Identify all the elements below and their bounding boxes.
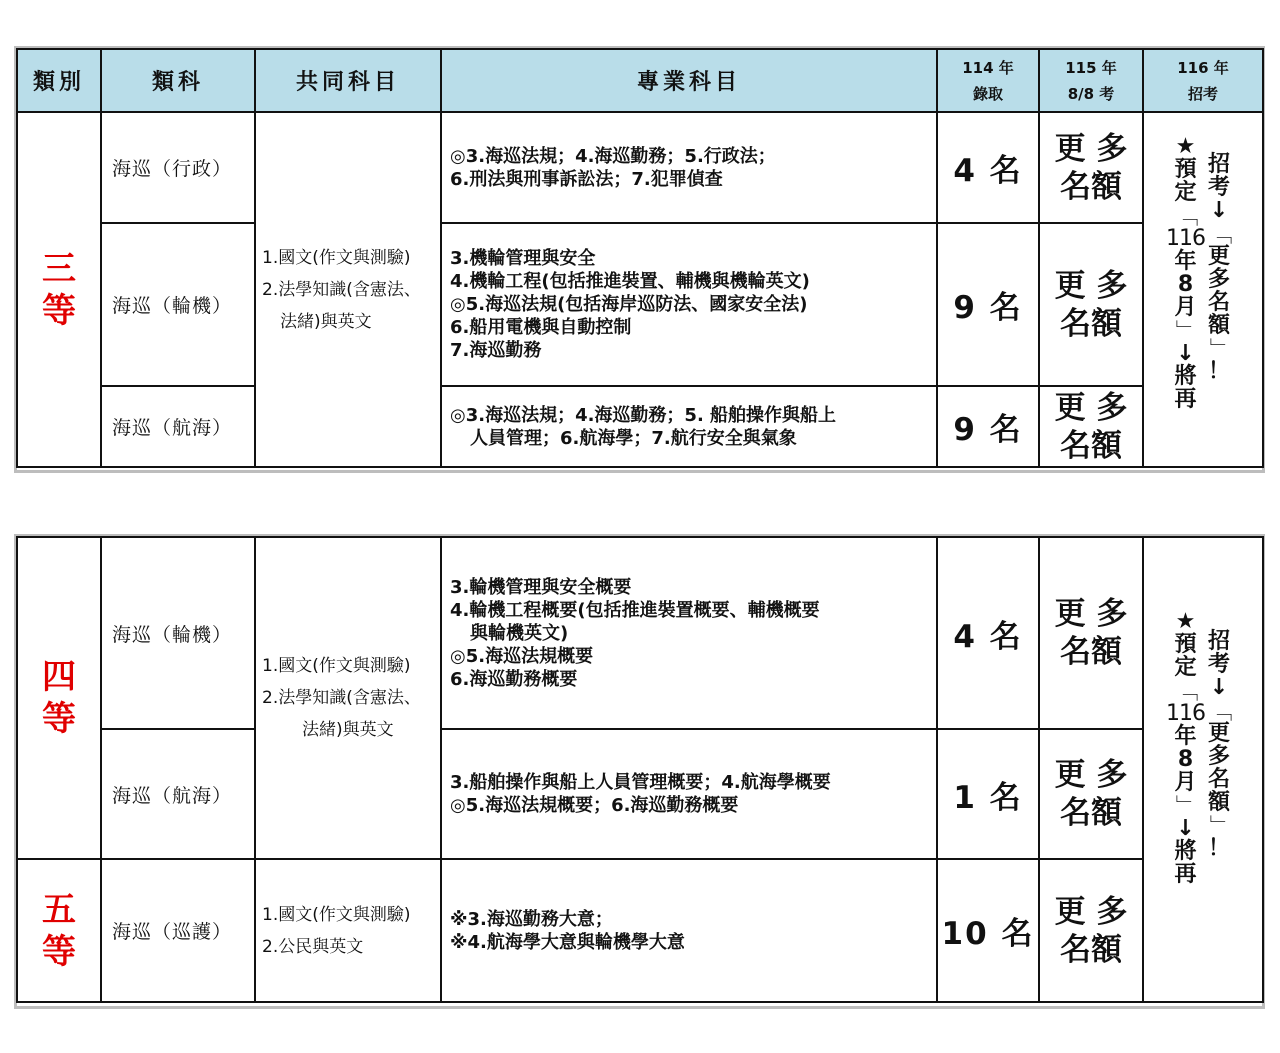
- recruit-char: 多: [1208, 267, 1231, 292]
- subject-line: 6.刑法與刑事訴訟法；7.犯罪偵查: [450, 168, 723, 190]
- recruit-char: 招: [1208, 629, 1231, 654]
- recruit-char: 將: [1174, 839, 1197, 864]
- level-char: 等: [42, 290, 76, 331]
- professional-subjects: [441, 859, 937, 1002]
- count-114: 10 名: [937, 859, 1039, 1002]
- header-116-line1: 116 年: [1177, 58, 1229, 77]
- recruit-char: 更: [1208, 721, 1231, 746]
- subject-line: 4.機輪工程(包括推進裝置、輔機與機輪英文): [450, 271, 810, 292]
- subject-line: ◎5.海巡法規(包括海岸巡防法、國家安全法): [450, 294, 808, 315]
- recruit-char: 多: [1208, 744, 1231, 769]
- table-row: [17, 537, 1263, 729]
- recruit-char: 再: [1174, 862, 1197, 887]
- level-char: 三: [42, 248, 76, 289]
- more-line: 名額: [1060, 305, 1122, 342]
- recruit-char: 再: [1174, 387, 1197, 412]
- recruit-char: 額: [1208, 790, 1231, 815]
- exam-table-grade3: [16, 48, 1264, 468]
- recruit-char: 116: [1166, 226, 1205, 251]
- recruit-note-col2: [1208, 630, 1230, 860]
- recruit-char: 月: [1174, 295, 1197, 320]
- subject-line: ◎3.海巡法規；4.海巡勤務；5.行政法；: [450, 145, 776, 167]
- more-line: 更 多: [1054, 130, 1128, 167]
- recruit-char: 「: [1206, 222, 1232, 245]
- common-subjects: [255, 859, 441, 1002]
- level-char: 五: [42, 889, 76, 930]
- recruit-char: 」: [1206, 337, 1232, 360]
- recruit-char: 招: [1208, 152, 1231, 177]
- header-114-line2: 錄取: [972, 84, 1003, 103]
- more-quota: [1039, 729, 1143, 859]
- more-line: 更 多: [1054, 893, 1128, 930]
- more-quota: [1039, 537, 1143, 729]
- recruit-char: 年: [1174, 249, 1197, 274]
- subject-line: 6.船用電機與自動控制: [450, 317, 632, 338]
- more-line: 名額: [1060, 634, 1122, 670]
- category-cell: 海巡（航海）: [101, 729, 255, 859]
- recruit-note-col2: [1208, 153, 1230, 383]
- professional-subjects: [441, 386, 937, 467]
- category-cell: 海巡（輪機）: [101, 537, 255, 729]
- level-char: 四: [42, 657, 76, 697]
- table-row: [17, 386, 1263, 467]
- subject-line: 與輪機英文): [470, 622, 569, 644]
- header-professional: 專業科目: [441, 49, 937, 112]
- recruit-char: 預: [1174, 157, 1197, 182]
- subject-line: 3.船舶操作與船上人員管理概要；4.航海學概要: [450, 772, 831, 793]
- recruit-char: 「: [1172, 679, 1198, 702]
- header-114: [937, 49, 1039, 112]
- more-line: 更 多: [1054, 757, 1128, 793]
- more-quota: [1039, 386, 1143, 467]
- common-line: 1.國文(作文與測驗): [262, 247, 411, 268]
- recruit-char: ！: [1208, 836, 1231, 861]
- more-quota: [1039, 112, 1143, 223]
- subject-line: ※3.海巡勤務大意；: [450, 908, 613, 930]
- count-114: 9 名: [937, 223, 1039, 386]
- category-cell: 海巡（輪機）: [101, 223, 255, 386]
- common-line: 1.國文(作文與測驗): [262, 904, 411, 925]
- recruit-char: ↓: [1176, 816, 1195, 841]
- header-115-line1: 115 年: [1065, 58, 1117, 77]
- header-116: [1143, 49, 1263, 112]
- level-char: 等: [42, 699, 76, 739]
- header-116-line2: 招考: [1187, 84, 1218, 103]
- recruit-char: 」: [1172, 794, 1198, 817]
- level-grade5: [17, 859, 101, 1002]
- subject-line: ◎5.海巡法規概要: [450, 645, 594, 667]
- count-114: 4 名: [937, 537, 1039, 729]
- recruit-char: 額: [1208, 313, 1231, 338]
- more-quota: [1039, 859, 1143, 1002]
- recruit-char: 考: [1208, 652, 1231, 677]
- exam-table-grade4-5: [16, 536, 1264, 1003]
- common-subjects: [255, 537, 441, 859]
- subject-line: ◎5.海巡法規概要；6.海巡勤務概要: [450, 795, 739, 816]
- recruit-char: 8: [1177, 747, 1194, 772]
- subject-line: 4.輪機工程概要(包括推進裝置概要、輔機概要: [450, 599, 820, 621]
- common-line: 1.國文(作文與測驗): [262, 656, 411, 676]
- subject-line: ※4.航海學大意與輪機學大意: [450, 931, 685, 953]
- recruit-char: ↓: [1209, 675, 1229, 700]
- professional-subjects: [441, 223, 937, 386]
- table-row: [17, 223, 1263, 386]
- recruit-char: 考: [1208, 175, 1231, 200]
- header-common: 共同科目: [255, 49, 441, 112]
- subject-line: 3.機輪管理與安全: [450, 248, 596, 269]
- common-subjects: [255, 112, 441, 467]
- header-row: [17, 49, 1263, 112]
- subject-line: 7.海巡勤務: [450, 340, 542, 361]
- common-line: 2.法學知識(含憲法、: [262, 688, 421, 708]
- common-line: 2.公民與英文: [262, 936, 364, 957]
- header-115-line2: 8/8 考: [1067, 84, 1115, 103]
- header-category: 類科: [101, 49, 255, 112]
- level-grade4: [17, 537, 101, 859]
- category-cell: 海巡（行政）: [101, 112, 255, 223]
- more-line: 名額: [1060, 931, 1122, 968]
- recruit-char: 116: [1166, 701, 1205, 726]
- recruit-char: 將: [1174, 364, 1197, 389]
- table-row: [17, 112, 1263, 223]
- count-114: 4 名: [937, 112, 1039, 223]
- recruit-char: 「: [1206, 699, 1232, 722]
- header-115: [1039, 49, 1143, 112]
- more-line: 名額: [1060, 168, 1122, 205]
- common-line: 法緒)與英文: [280, 311, 372, 332]
- recruit-note: [1143, 537, 1263, 1002]
- common-line: 2.法學知識(含憲法、: [262, 279, 421, 300]
- recruit-char: 」: [1172, 319, 1198, 342]
- recruit-note-col1: [1166, 610, 1205, 886]
- recruit-char: 定: [1174, 655, 1197, 680]
- subject-line: 3.輪機管理與安全概要: [450, 576, 632, 598]
- more-line: 更 多: [1054, 267, 1128, 304]
- professional-subjects: [441, 729, 937, 859]
- count-114: 1 名: [937, 729, 1039, 859]
- level-char: 等: [42, 931, 76, 972]
- recruit-char: ★: [1175, 134, 1196, 159]
- table-row: [17, 859, 1263, 1002]
- recruit-char: 」: [1206, 814, 1232, 837]
- recruit-char: ★: [1175, 609, 1196, 634]
- subject-line: 人員管理；6.航海學；7.航行安全與氣象: [470, 427, 797, 449]
- recruit-char: 定: [1174, 180, 1197, 205]
- table-row: [17, 729, 1263, 859]
- count-114: 9 名: [937, 386, 1039, 467]
- recruit-char: 年: [1174, 724, 1197, 749]
- recruit-note-col1: [1166, 135, 1205, 411]
- recruit-char: 更: [1208, 244, 1231, 269]
- category-cell: 海巡（巡護）: [101, 859, 255, 1002]
- more-line: 名額: [1060, 795, 1122, 831]
- recruit-char: 預: [1174, 632, 1197, 657]
- recruit-char: 名: [1208, 767, 1231, 792]
- subject-line: ◎3.海巡法規；4.海巡勤務；5. 船舶操作與船上: [450, 404, 837, 426]
- more-quota: [1039, 223, 1143, 386]
- header-level: 類別: [17, 49, 101, 112]
- more-line: 更 多: [1054, 596, 1128, 632]
- recruit-char: ↓: [1176, 341, 1195, 366]
- professional-subjects: [441, 537, 937, 729]
- more-line: 更 多: [1054, 389, 1128, 426]
- header-114-line1: 114 年: [962, 58, 1014, 77]
- category-cell: 海巡（航海）: [101, 386, 255, 467]
- recruit-char: 月: [1174, 770, 1197, 795]
- subject-line: 6.海巡勤務概要: [450, 668, 578, 690]
- common-line: 法緒)與英文: [302, 720, 394, 740]
- recruit-char: 「: [1172, 204, 1198, 227]
- recruit-char: 名: [1208, 290, 1231, 315]
- recruit-char: ↓: [1209, 198, 1229, 223]
- professional-subjects: [441, 112, 937, 223]
- recruit-char: 8: [1177, 272, 1194, 297]
- more-line: 名額: [1060, 427, 1122, 464]
- recruit-char: ！: [1208, 359, 1231, 384]
- level-grade3: [17, 112, 101, 467]
- recruit-note: [1143, 112, 1263, 467]
